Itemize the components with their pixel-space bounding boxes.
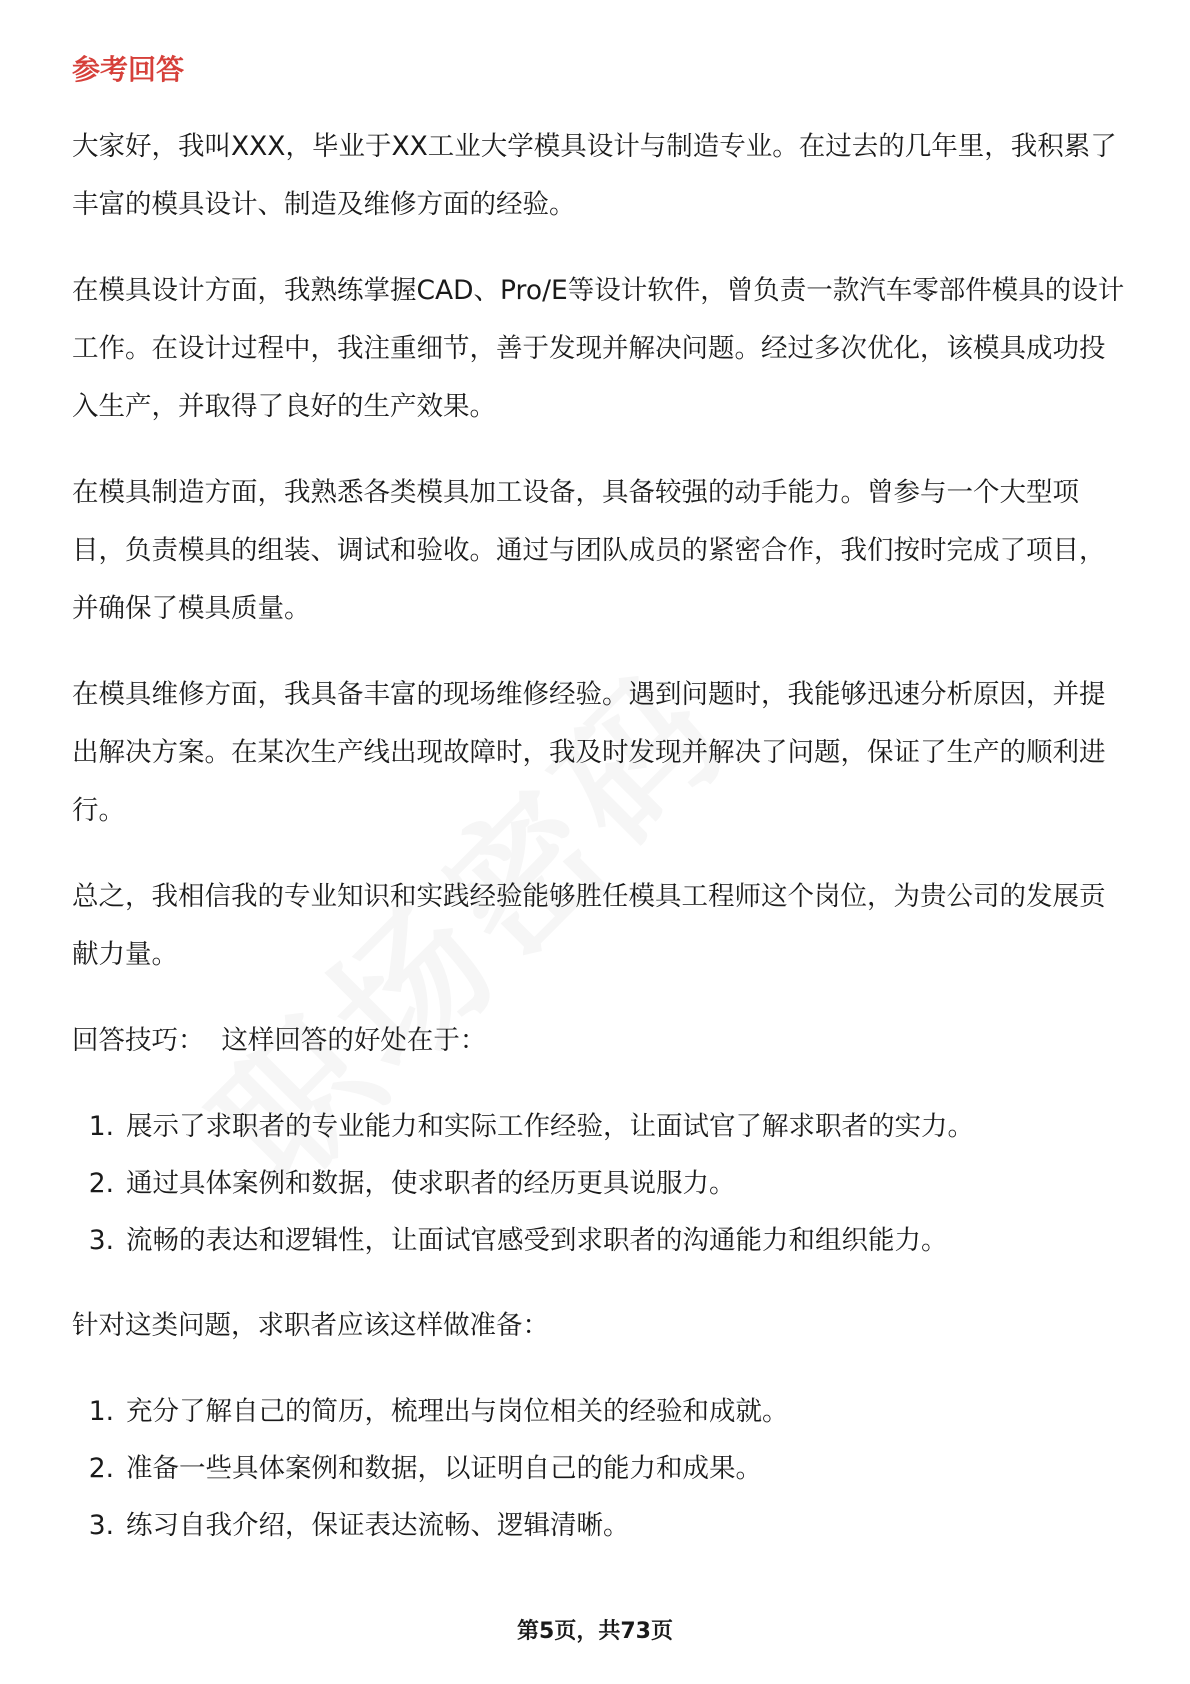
list-number: 1.	[88, 1396, 114, 1427]
list-text: 通过具体案例和数据，使求职者的经历更具说服力。	[126, 1168, 736, 1199]
maintenance-paragraph: 在模具维修方面，我具备丰富的现场维修经验。遇到问题时，我能够迅速分析原因，并提出解决方案。在某次生产线出现故障时，我及时发现并解决了问题，保证了生产的顺利进行。	[72, 679, 1106, 826]
list-text: 流畅的表达和逻辑性，让面试官感受到求职者的沟通能力和组织能力。	[126, 1225, 948, 1256]
list-item	[72, 1383, 1128, 1440]
list-item	[72, 1098, 1128, 1155]
prep-intro: 针对这类问题，求职者应该这样做准备：	[72, 1310, 549, 1341]
page-footer: 第5页，共73页	[517, 1619, 673, 1644]
section-heading: 参考回答	[72, 53, 185, 86]
list-number: 1.	[88, 1111, 114, 1142]
list-text: 练习自我介绍，保证表达流畅、逻辑清晰。	[126, 1510, 630, 1541]
manufacturing-paragraph: 在模具制造方面，我熟悉各类模具加工设备，具备较强的动手能力。曾参与一个大型项目，负责模具的组装、调试和验收。通过与团队成员的紧密合作，我们按时完成了项目，并确保了模具质量。	[72, 477, 1106, 624]
list-text: 展示了求职者的专业能力和实际工作经验，让面试官了解求职者的实力。	[126, 1111, 974, 1142]
intro-paragraph: 大家好，我叫XXX，毕业于XX工业大学模具设计与制造专业。在过去的几年里，我积累了丰富的模具设计、制造及维修方面的经验。	[72, 131, 1117, 220]
prep-list	[72, 1383, 1128, 1554]
list-number: 2.	[88, 1453, 114, 1484]
list-text: 充分了解自己的简历，梳理出与岗位相关的经验和成就。	[126, 1396, 789, 1427]
list-item	[72, 1155, 1128, 1212]
tips-intro: 回答技巧： 这样回答的好处在于：	[72, 1025, 487, 1056]
list-text: 准备一些具体案例和数据，以证明自己的能力和成果。	[126, 1453, 762, 1484]
list-item	[72, 1212, 1128, 1269]
summary-paragraph: 总之，我相信我的专业知识和实践经验能够胜任模具工程师这个岗位，为贵公司的发展贡献力量。	[72, 881, 1106, 970]
document-body	[72, 118, 1128, 1582]
list-item	[72, 1440, 1128, 1497]
list-item	[72, 1497, 1128, 1554]
list-number: 3.	[88, 1225, 114, 1256]
list-number: 3.	[88, 1510, 114, 1541]
design-paragraph: 在模具设计方面，我熟练掌握CAD、Pro/E等设计软件，曾负责一款汽车零部件模具的设计工作。在设计过程中，我注重细节，善于发现并解决问题。经过多次优化，该模具成功投入生产，并取得了良好的生产效果。	[72, 275, 1125, 422]
tips-list	[72, 1098, 1128, 1269]
list-number: 2.	[88, 1168, 114, 1199]
